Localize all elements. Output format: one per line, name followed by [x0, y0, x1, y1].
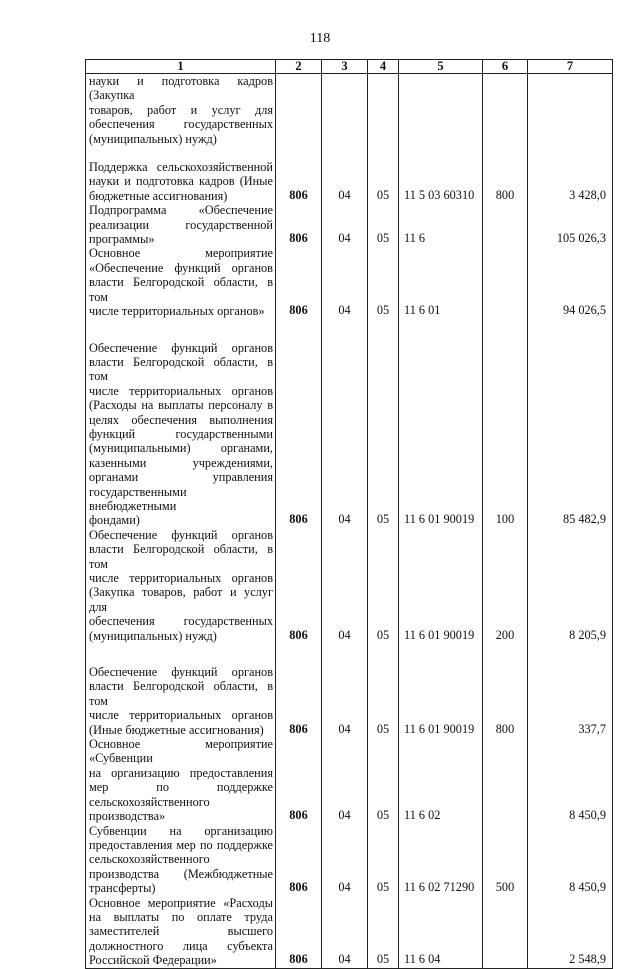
amount-cell: 8 205,9	[528, 528, 613, 643]
description-cell	[86, 319, 276, 528]
expense-type-cell	[483, 74, 528, 147]
section-code-cell: 04	[322, 643, 368, 737]
description-line: органами управления	[89, 470, 273, 485]
description-cell	[86, 737, 276, 823]
description-line: реализации государственной	[89, 217, 273, 232]
amount-cell: 85 482,9	[528, 319, 613, 528]
table-row	[86, 643, 613, 737]
description-line: Основное мероприятие «Субвенции	[89, 737, 273, 766]
column-header: 2	[276, 60, 322, 74]
target-article-cell: 11 5 03 60310	[399, 146, 483, 203]
expense-type-cell: 200	[483, 528, 528, 643]
subsection-code-cell	[368, 74, 399, 147]
column-header: 7	[528, 60, 613, 74]
target-article-cell: 11 6 01 90019	[399, 319, 483, 528]
description-line: должностного лица субъекта	[89, 938, 273, 953]
column-header: 1	[86, 60, 276, 74]
description-line: (муниципальных) нужд)	[89, 628, 217, 643]
description-line: числе территориальных органов	[89, 571, 273, 585]
description-line: заместителей высшего	[89, 924, 273, 939]
description-line: (муниципальных) нужд)	[89, 131, 217, 146]
description-line: Субвенции на организацию	[89, 823, 273, 838]
description-line: власти Белгородской области, в том	[89, 354, 273, 384]
description-line: числе территориальных органов»	[89, 304, 265, 319]
subsection-code-cell: 05	[368, 737, 399, 823]
column-header: 3	[322, 60, 368, 74]
description-line: «Обеспечение функций органов	[89, 260, 273, 275]
section-code-cell	[322, 74, 368, 147]
section-code-cell: 04	[322, 246, 368, 318]
column-header: 6	[483, 60, 528, 74]
description-line: Основное мероприятие	[89, 246, 273, 261]
description-line: числе территориальных органов	[89, 708, 273, 723]
section-code-cell: 04	[322, 824, 368, 896]
description-cell	[86, 824, 276, 896]
target-article-cell: 11 6 02	[399, 737, 483, 823]
section-code-cell: 04	[322, 528, 368, 643]
table-row	[86, 737, 613, 823]
ministry-code-cell: 806	[276, 737, 322, 823]
description-line: казенными учреждениями,	[89, 455, 273, 470]
amount-cell: 337,7	[528, 643, 613, 737]
subsection-code-cell: 05	[368, 528, 399, 643]
table-body	[86, 74, 613, 969]
ministry-code-cell	[276, 74, 322, 147]
expense-type-cell	[483, 737, 528, 823]
description-line: власти Белгородской области, в том	[89, 542, 273, 571]
target-article-cell: 11 6 04	[399, 896, 483, 969]
table-row	[86, 319, 613, 528]
description-cell	[86, 528, 276, 643]
table-row	[86, 824, 613, 896]
description-line: производства»	[89, 809, 166, 824]
description-line: обеспечения государственных	[89, 117, 273, 132]
section-code-cell: 04	[322, 319, 368, 528]
description-line: Основное мероприятие «Расходы	[89, 895, 273, 910]
description-line: (Закупка товаров, работ и услуг для	[89, 585, 273, 614]
column-header: 5	[399, 60, 483, 74]
table-row	[86, 74, 613, 147]
expense-type-cell: 500	[483, 824, 528, 896]
table-row	[86, 528, 613, 643]
description-line: Поддержка сельскохозяйственной	[89, 160, 273, 175]
section-code-cell: 04	[322, 737, 368, 823]
expense-type-cell	[483, 203, 528, 246]
subsection-code-cell: 05	[368, 643, 399, 737]
description-cell	[86, 643, 276, 737]
description-line: Подпрограмма «Обеспечение	[89, 203, 273, 218]
description-line: сельскохозяйственного	[89, 794, 210, 809]
description-line: целях обеспечения выполнения	[89, 412, 273, 427]
description-line: (Расходы на выплаты персоналу в	[89, 398, 273, 413]
description-line: фондами)	[89, 513, 140, 528]
description-line: (муниципальными) органами,	[89, 441, 273, 456]
subsection-code-cell: 05	[368, 824, 399, 896]
target-article-cell: 11 6 01 90019	[399, 528, 483, 643]
description-line: трансферты)	[89, 881, 156, 896]
description-line: Обеспечение функций органов	[89, 340, 273, 355]
description-line: государственными внебюджетными	[89, 484, 187, 513]
column-header: 4	[368, 60, 399, 74]
expense-type-cell: 800	[483, 643, 528, 737]
description-line: числе территориальных органов	[89, 383, 273, 398]
amount-cell: 8 450,9	[528, 824, 613, 896]
subsection-code-cell: 05	[368, 246, 399, 318]
budget-table	[85, 59, 613, 969]
description-line: науки и подготовка кадров (Иные	[89, 174, 273, 189]
description-line: Обеспечение функций органов	[89, 665, 273, 680]
subsection-code-cell: 05	[368, 203, 399, 246]
section-code-cell: 04	[322, 896, 368, 969]
amount-cell	[528, 74, 613, 147]
target-article-cell: 11 6 01	[399, 246, 483, 318]
description-line: Российской Федерации»	[89, 953, 217, 968]
amount-cell: 2 548,9	[528, 896, 613, 969]
amount-cell: 105 026,3	[528, 203, 613, 246]
description-line: сельскохозяйственного	[89, 852, 210, 867]
description-line: на выплаты по оплате труда	[89, 909, 273, 924]
table-row	[86, 896, 613, 969]
description-line: производства (Межбюджетные	[89, 866, 273, 881]
description-cell	[86, 246, 276, 318]
description-line: программы»	[89, 232, 155, 247]
description-line: функций государственными	[89, 426, 273, 441]
description-line: предоставления мер по поддержке	[89, 837, 273, 852]
ministry-code-cell: 806	[276, 146, 322, 203]
amount-cell: 94 026,5	[528, 246, 613, 318]
description-line: Обеспечение функций органов	[89, 527, 273, 542]
expense-type-cell: 100	[483, 319, 528, 528]
description-line: (Иные бюджетные ассигнования)	[89, 722, 264, 737]
description-line: власти Белгородской области, в том	[89, 679, 273, 708]
description-line: товаров, работ и услуг для	[89, 102, 273, 117]
subsection-code-cell: 05	[368, 319, 399, 528]
ministry-code-cell: 806	[276, 824, 322, 896]
ministry-code-cell: 806	[276, 528, 322, 643]
target-article-cell: 11 6 02 71290	[399, 824, 483, 896]
section-code-cell: 04	[322, 203, 368, 246]
ministry-code-cell: 806	[276, 319, 322, 528]
description-cell	[86, 74, 276, 147]
target-article-cell: 11 6	[399, 203, 483, 246]
subsection-code-cell: 05	[368, 896, 399, 969]
ministry-code-cell: 806	[276, 896, 322, 969]
column-header-row	[86, 60, 613, 74]
target-article-cell: 11 6 01 90019	[399, 643, 483, 737]
table-row	[86, 246, 613, 318]
ministry-code-cell: 806	[276, 246, 322, 318]
description-cell	[86, 896, 276, 969]
description-line: на организацию предоставления	[89, 765, 273, 780]
description-line: науки и подготовка кадров (Закупка	[89, 74, 273, 103]
section-code-cell: 04	[322, 146, 368, 203]
table-row	[86, 203, 613, 246]
amount-cell: 8 450,9	[528, 737, 613, 823]
amount-cell: 3 428,0	[528, 146, 613, 203]
expense-type-cell	[483, 896, 528, 969]
target-article-cell	[399, 74, 483, 147]
description-line: власти Белгородской области, в том	[89, 275, 273, 304]
table-row	[86, 146, 613, 203]
expense-type-cell: 800	[483, 146, 528, 203]
subsection-code-cell: 05	[368, 146, 399, 203]
description-line: мер по поддержке	[89, 780, 273, 795]
description-cell	[86, 203, 276, 246]
expense-type-cell	[483, 246, 528, 318]
description-line: обеспечения государственных	[89, 614, 273, 629]
ministry-code-cell: 806	[276, 643, 322, 737]
description-cell	[86, 146, 276, 203]
ministry-code-cell: 806	[276, 203, 322, 246]
page-number: 118	[309, 31, 331, 46]
description-line: бюджетные ассигнования)	[89, 188, 228, 203]
